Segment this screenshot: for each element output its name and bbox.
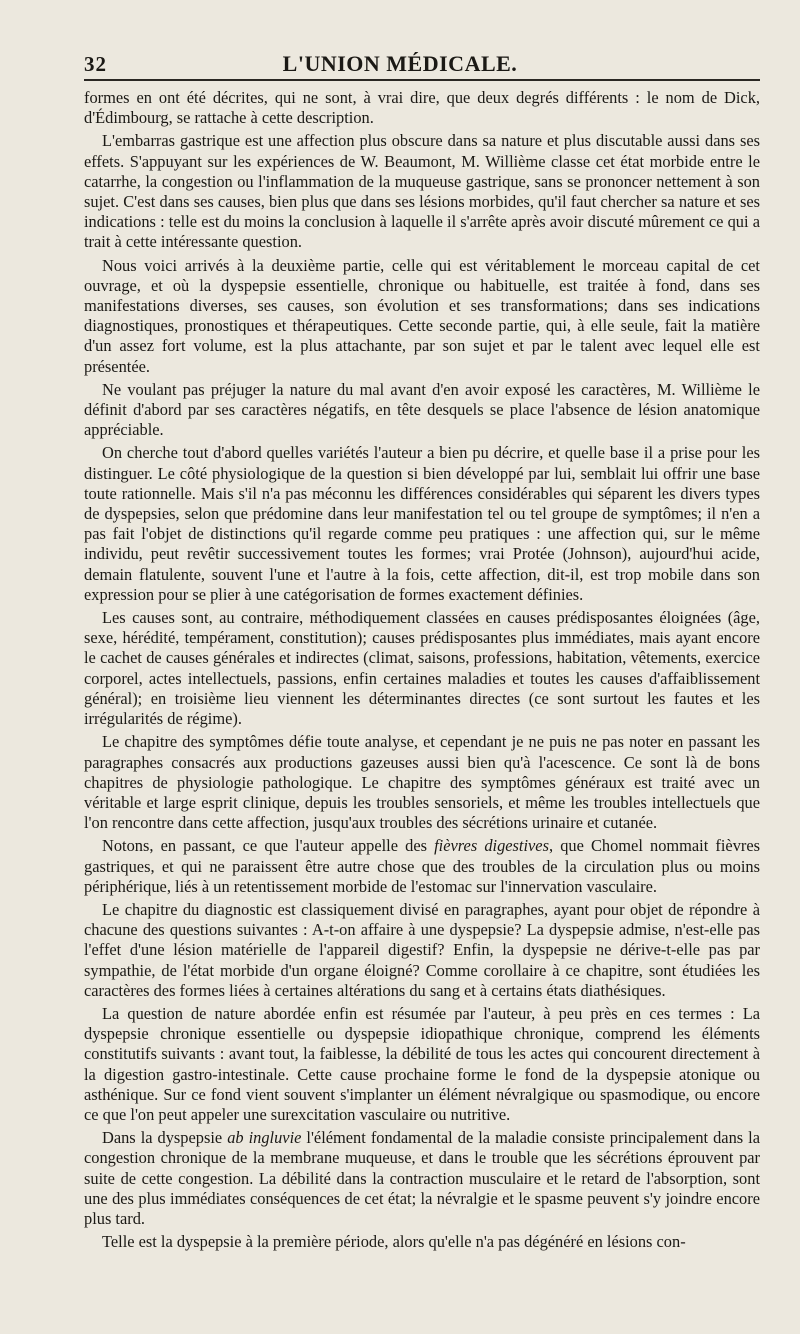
page-number: 32 (84, 52, 107, 76)
paragraph-ab-ingluvie (84, 1128, 760, 1229)
paragraph-deuxieme-partie: Nous voici arrivés à la deuxième partie, celle qui est véritablement le morceau capital de cet ouvrage, et où la dyspepsie essentielle, chronique ou habituelle, est traitée à fond, dans ses manifestations diverses, ses causes, son évolution et ses transformations; dans ses indications diagnostiques, pronostiques et thérapeutiques. Cette seconde partie, qui, à elle seule, fait la matière d'un assez fort volume, est la plus attachante, par son sujet et par le talent avec lequel elle est présentée. (84, 255, 760, 376)
paragraph-varietes: On cherche tout d'abord quelles variétés l'auteur a bien pu décrire, et quelle base il a prise pour les distinguer. Le côté physiologique de la question si bien développé par lui, semblait lui offrir une base toute rationnelle. Mais s'il n'a pas méconnu les différences considérables qui séparent les divers types de dyspepsies, selon que prédomine dans leur manifestation tel ou tel groupe de symptômes; il n'en a pas fait l'objet de distinctions qu'il regarde comme peu pratiques : une affection qui, sur le même individu, peut revêtir successivement toutes les formes; vrai Protée (Johnson), aujourd'hui acide, demain flatulente, souvent l'une et l'autre à la fois, cette affection, dit-il, est trop mobile dans son expression pour se plier à une catégorisation de formes exactement définies. (84, 443, 760, 604)
paragraph-premiere-periode: Telle est la dyspepsie à la première période, alors qu'elle n'a pas dégénéré en lésions con- (102, 1232, 686, 1252)
text-run: Dans la dyspepsie (102, 1128, 228, 1148)
paragraph-causes: Les causes sont, au contraire, méthodiquement classées en causes prédisposantes éloignées (âge, sexe, hérédité, tempérament, constitution); causes prédisposantes plus immédiates, mais ayant encore le cachet de causes générales et indirectes (climat, saisons, professions, habitation, vêtements, exercice corporel, actes intellectuels, passions, enfin certaines maladies et toutes les causes d'affaiblissement général); en troisième lieu viennent les déterminantes directes (ce sont surtout les fautes et les irrégularités de régime). (84, 608, 760, 729)
paragraph-nature: La question de nature abordée enfin est résumée par l'auteur, à peu près en ces termes : La dyspepsie chronique essentielle ou dyspepsie idiopathique chronique, comprend les éléments constitutifs suivants : avant tout, la faiblesse, la débilité de tous les actes qui concourent directement à la digestion gastro-intestinale. Cette cause prochaine forme le fond de la dyspepsie atonique ou asthénique. Sur ce fond vient souvent s'implanter un élément névralgique ou spasmodique, ou encore ce que l'on peut appeler une surexcitation vasculaire ou nutritive. (84, 1003, 760, 1124)
paragraph-fievres-digestives (84, 836, 760, 897)
paragraph-diagnostic: Le chapitre du diagnostic est classiquement divisé en paragraphes, ayant pour objet de répondre à chacune des questions suivantes : A-t-on affaire à une dyspepsie? La dyspepsie admise, n'est-elle pas l'effet d'une lésion matérielle de l'appareil digestif? Enfin, la dyspepsie ne dérive-t-elle pas par sympathie, de l'état morbide d'un organe éloigné? Comme corollaire à ce chapitre, sont étudiées les caractères des formes liées à certaines altérations du sang et à certains états diathésiques. (84, 899, 760, 1000)
italic-term: fièvres digestives (434, 836, 549, 856)
running-title: L'UNION MÉDICALE. (282, 51, 518, 76)
text-run: l'élément fondamental de la maladie consiste principalement dans la congestion chronique de la membrane muqueuse, et dans le trouble que les sécrétions éprouvent par suite de cette congestion. La débilité dans la contraction musculaire et le retard de l'absorption, sont une des plus immédiates conséquences de cet état; la névralgie et le spasme peuvent s'y joindre encore plus tard. (84, 1128, 760, 1228)
text-run: , que Chomel nommait fièvres gastriques, et qui ne paraissent être autre chose que des troubles de la circulation plus ou moins périphérique, liés à un retentissement morbide de l'estomac sur l'innervation vasculaire. (84, 836, 760, 896)
article-body (84, 88, 760, 1255)
italic-term: ab ingluvie (227, 1128, 302, 1148)
paragraph-definition: Ne voulant pas préjuger la nature du mal avant d'en avoir exposé les caractères, M. Willième le définit d'abord par ses caractères négatifs, en tête desquels se place l'absence de lésion anatomique appréciable. (84, 379, 760, 440)
text-run: Notons, en passant, ce que l'auteur appelle des (102, 836, 435, 856)
paragraph-symptomes: Le chapitre des symptômes défie toute analyse, et cependant je ne puis ne pas noter en passant les paragraphes consacrés aux productions gazeuses aussi bien qu'à l'acescence. Ce sont là de bons chapitres de physiologie pathologique. Le chapitre des symptômes généraux est traité avec un véritable et large esprit clinique, depuis les troubles sensoriels, et même les troubles intellectuels que l'on rencontre dans cette affection, jusqu'aux troubles des sécrétions urinaire et cutanée. (84, 732, 760, 833)
paragraph-continuation: formes en ont été décrites, qui ne sont, à vrai dire, que deux degrés différents : le nom de Dick, d'Édimbourg, se rattache à cette description. (84, 88, 760, 128)
paragraph-embarras-gastrique: L'embarras gastrique est une affection plus obscure dans sa nature et plus discutable aussi dans ses effets. S'appuyant sur les expériences de W. Beaumont, M. Willième classe cet état morbide entre le catarrhe, la congestion ou l'inflammation de la muqueuse gastrique, sans se prononcer nettement à son sujet. C'est dans ses causes, bien plus que dans ses lésions morbides, qu'il faut chercher sa nature et ses indications : telle est du moins la conclusion à laquelle il s'arrête après avoir discuté mûrement ce qui a trait à cette intéressante question. (84, 131, 760, 252)
header-rule (84, 79, 760, 81)
page-header (0, 0, 800, 80)
